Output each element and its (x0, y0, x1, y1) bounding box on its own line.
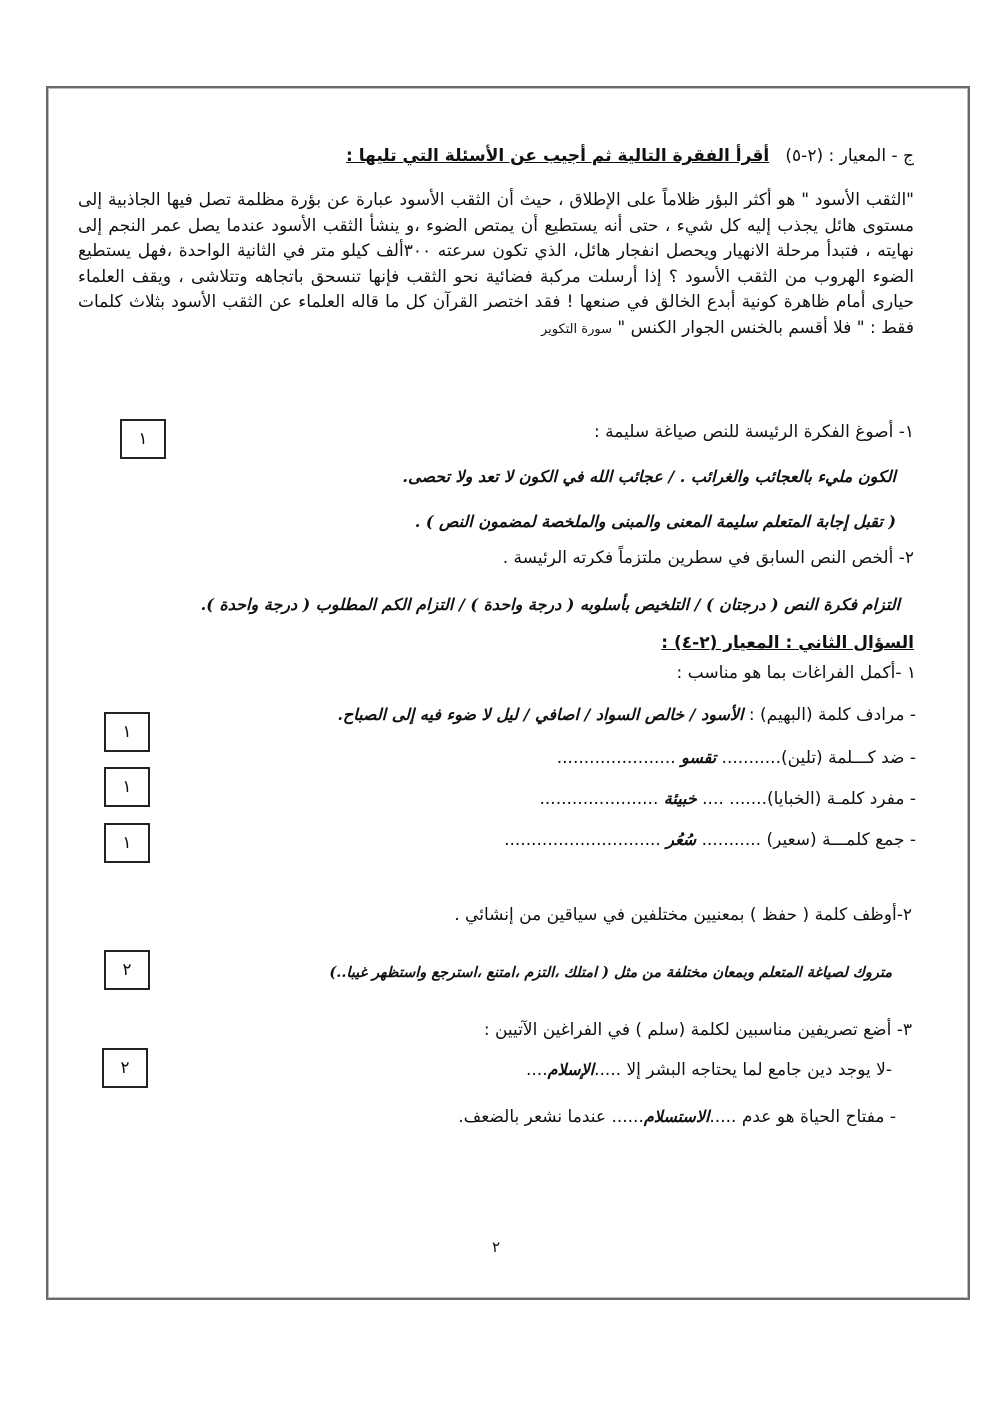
item3-line-2-after: ...... عندما نشعر بالضعف. (458, 1107, 644, 1127)
item3-line-1 (526, 1058, 892, 1082)
section2-title: السؤال الثاني : المعيار (٢-٤) : (661, 633, 914, 653)
item3-label: ٣- أضع تصريفين مناسبين لكلمة (سلم ) في الفراغين الآتيين : (483, 1020, 912, 1040)
fill-answer-1: الأسود / خالص السواد / اصافي / ليل لا ضوء فيه إلى الصباح. (337, 705, 744, 724)
fill-row-2 (557, 746, 916, 770)
fill-prompt-3: - مفرد كلمـة (الخبايا)....... .... (702, 789, 916, 809)
fill-row-1 (337, 703, 916, 727)
q1-mark-box: ١ (120, 419, 166, 459)
item3-line-2-before: - مفتاح الحياة هو عدم ..... (709, 1107, 896, 1127)
fill-answer-4: سُعُر (666, 830, 697, 849)
item3-line-2 (458, 1105, 896, 1129)
item3-line-1-after: .... (526, 1060, 548, 1080)
item2-label: ٢-أوظف كلمة ( حفظ ) بمعنيين مختلفين في سياقين من إنشائي . (454, 905, 912, 925)
q1-label: ١- أصوغ الفكرة الرئيسة للنص صياغة سليمة : (594, 422, 914, 442)
passage-text: "الثقب الأسود " هو أكثر البؤر ظلاماً على الإطلاق ، حيث أن الثقب الأسود عبارة عن بؤرة مظلمة تصل فيها الجاذبية إلى مستوى هائل يجذب إليه كل شيء ، حتى أنه يستطيع أن يمتص الضوء ،و ينشأ الثقب الأسود عندما يصل عمر النجم إلى نهايته ، فتبدأ مرحلة الانهيار ويحصل انفجار هائل، الذي تكون سرعته ٣٠٠ألف كيلو متر في الثانية الواحدة ،فهل يستطيع الضوء الهروب من الثقب الأسود ؟ إذا أرسلت مركبة فضائية نحو الثقب فإنها تنسحق باتجاهه وتتلاشى ، ويقف العلماء حيارى أمام ظاهرة كونية أبدع الخالق في صنعها ! فقد اختصر القرآن كل ما قاله العلماء عن الثقب الأسود بثلاث كلمات فقط : " فلا أقسم بالخنس الجوار الكنس " (78, 190, 914, 338)
fill-mark-box-4: ١ (104, 823, 150, 863)
section2-item1-label: ١ -أكمل الفراغات بما هو مناسب : (676, 663, 916, 683)
fill-dots-4: ............................. (504, 830, 661, 850)
fill-row-3 (539, 787, 916, 811)
fill-answer-3: خبيئة (663, 789, 697, 808)
q2-answer: التزام فكرة النص ( درجتان ) / التلخيص بأسلوبه ( درجة واحدة ) / التزام الكم المطلوب ( درجة واحدة ). (200, 595, 900, 614)
passage-source: سورة التكوير (540, 321, 612, 337)
fill-prompt-4: - جمع كلمـــة (سعير) ........... (701, 830, 916, 850)
item2-mark-box: ٢ (104, 950, 150, 990)
item3-line-1-answer: الإسلام (547, 1060, 595, 1079)
fill-mark-box-1: ١ (104, 712, 150, 752)
fill-mark-box-2: ١ (104, 767, 150, 807)
passage-header (346, 144, 914, 168)
item3-mark-box: ٢ (102, 1048, 148, 1088)
fill-dots-3: ...................... (539, 789, 659, 809)
fill-prompt-1: - مرادف كلمة (البهيم) : (748, 705, 916, 725)
page-number: ٢ (491, 1238, 501, 1256)
fill-dots-2: ...................... (556, 748, 676, 768)
item2-answer: متروك لصياغة المتعلم وبمعان مختلفة من مثل ( امتلك ،التزم ،امتنع ،استرجع واستظهر غيبا..) (329, 964, 892, 981)
q1-note: ( تقبل إجابة المتعلم سليمة المعنى والمبنى والملخصة لمضمون النص ) . (414, 512, 896, 531)
fill-row-4 (504, 828, 916, 852)
q1-answer: الكون مليء بالعجائب والغرائب . / عجائب الله في الكون لا تعد ولا تحصى. (402, 467, 896, 486)
passage-criterion: ج - المعيار : (٢-٥) (785, 146, 914, 166)
passage-instruction: أقرأ الفقرة التالية ثم أجيب عن الأسئلة التي تليها : (346, 146, 770, 166)
fill-prompt-2: - ضد كـــلمة (تلين)........... (721, 748, 916, 768)
q2-label: ٢- ألخص النص السابق في سطرين ملتزماً فكرته الرئيسة . (502, 548, 914, 568)
fill-answer-2: تقسو (681, 748, 717, 767)
passage-paragraph (78, 188, 914, 342)
item3-line-1-before: -لا يوجد دين جامع لما يحتاجه البشر إلا ..... (594, 1060, 892, 1080)
item3-line-2-answer: الاستسلام (643, 1107, 710, 1126)
